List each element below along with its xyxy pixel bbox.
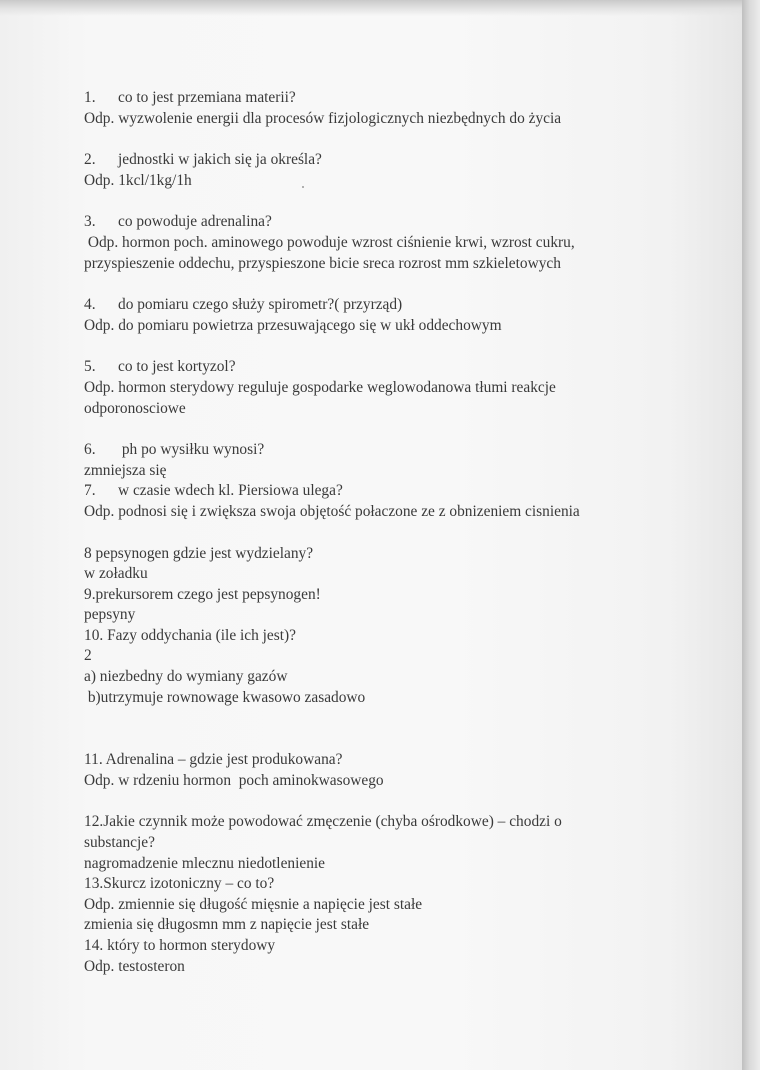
question-line xyxy=(84,212,694,233)
question-line: 12.Jakie czynnik może powodować zmęczenie (chyba ośrodkowe) – chodzi o xyxy=(84,813,562,831)
answer-line: a) niezbedny do wymiany gazów xyxy=(84,668,288,686)
answer-line: Odp. testosteron xyxy=(84,957,185,975)
answer-line: Odp. w rdzeniu hormon poch aminokwasowego xyxy=(84,771,384,789)
question-line: substancje? xyxy=(84,834,155,852)
answer-line: Odp. zmiennie się długość mięsnie a napięcie jest stałe xyxy=(84,895,423,913)
answer-line: pepsyny xyxy=(84,606,136,624)
question-line: 13.Skurcz izotoniczny – co to? xyxy=(84,875,275,893)
answer-line: Odp. podnosi się i zwiększa swoja objętość połaczone ze z obnizeniem cisnienia xyxy=(84,502,580,520)
answer-line: nagromadzenie mlecznu niedotlenienie xyxy=(84,854,326,872)
question-number: 2. xyxy=(84,151,96,169)
question-number: 7. xyxy=(84,482,96,500)
question-text: co powoduje adrenalina? xyxy=(118,213,272,231)
answer-line: przyspieszenie oddechu, przyspieszone bicie sreca rozrost mm szkieletowych xyxy=(84,254,561,272)
question-number: 1. xyxy=(84,89,96,106)
question-text: co to jest przemiana materii? xyxy=(118,89,296,106)
question-line: 9.prekursorem czego jest pepsynogen! xyxy=(84,585,321,603)
answer-line: Odp. do pomiaru powietrza przesuwającego się w ukł oddechowym xyxy=(84,316,502,334)
scan-top-shadow xyxy=(0,0,760,16)
answer-line: Odp. hormon poch. aminowego powoduje wzrost ciśnienie krwi, wzrost cukru, xyxy=(84,233,575,251)
question-text: ph po wysiłku wynosi? xyxy=(118,441,265,459)
question-number: 3. xyxy=(84,213,96,231)
question-text: do pomiaru czego służy spirometr?( przyrząd) xyxy=(118,296,403,314)
scan-right-edge xyxy=(742,0,760,1070)
answer-line: Odp. 1kcl/1kg/1h xyxy=(84,171,192,189)
answer-line: Odp. wyzwolenie energii dla procesów fizjologicznych niezbędnych do życia xyxy=(84,109,562,127)
question-line xyxy=(84,357,694,378)
question-line: 8 pepsynogen gdzie jest wydzielany? xyxy=(84,544,314,562)
question-line: 10. Fazy oddychania (ile ich jest)? xyxy=(84,626,296,644)
question-line: 14. który to hormon sterydowy xyxy=(84,937,276,954)
answer-line: odporonosciowe xyxy=(84,399,186,417)
answer-line: Odp. hormon sterydowy reguluje gospodarke weglowodanowa tłumi reakcje xyxy=(84,378,556,396)
question-line xyxy=(84,481,694,502)
answer-line: zmniejsza się xyxy=(84,461,167,479)
question-number: 6. xyxy=(84,441,96,459)
question-text: jednostki w jakich się ja określa? xyxy=(118,151,322,169)
answer-line: w zoładku xyxy=(84,565,148,583)
question-line xyxy=(84,88,694,109)
question-text: w czasie wdech kl. Piersiowa ulega? xyxy=(118,482,343,500)
question-line: 11. Adrenalina – gdzie jest produkowana? xyxy=(84,751,343,769)
question-list xyxy=(84,88,694,977)
answer-line: 2 xyxy=(84,647,92,665)
answer-line: b)utrzymuje rownowage kwasowo zasadowo xyxy=(84,688,366,706)
question-line xyxy=(84,295,694,316)
question-number: 5. xyxy=(84,358,96,376)
question-text: co to jest kortyzol? xyxy=(118,358,236,376)
question-number: 4. xyxy=(84,296,96,314)
answer-line: zmienia się długosmn mm z napięcie jest stałe xyxy=(84,916,370,934)
question-line xyxy=(84,150,694,171)
question-line xyxy=(84,440,694,461)
